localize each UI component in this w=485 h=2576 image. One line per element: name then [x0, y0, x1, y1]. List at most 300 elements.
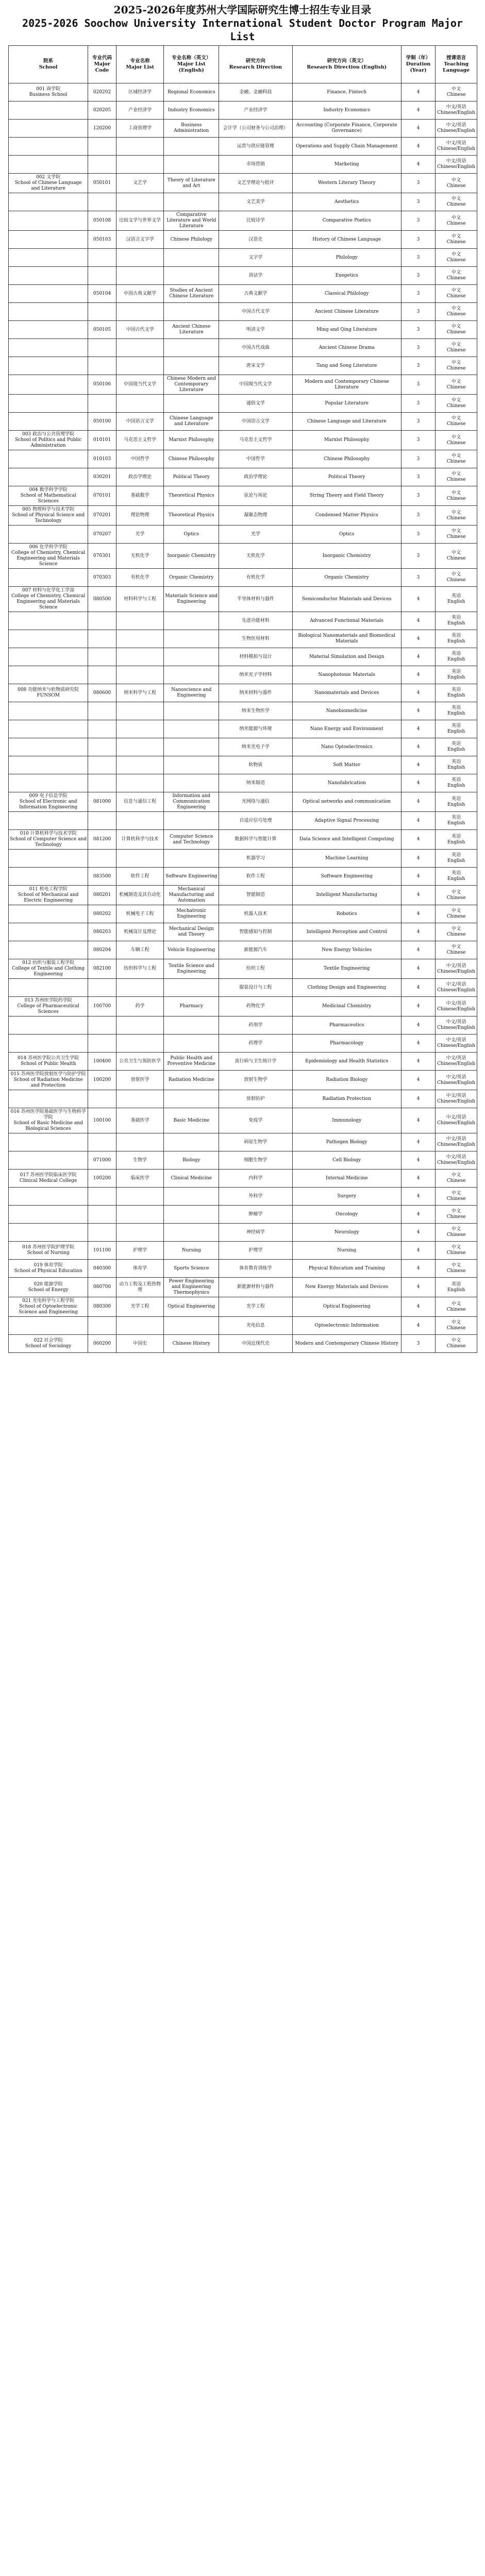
cell-code — [88, 395, 116, 413]
cell-major — [116, 357, 164, 375]
cell-major: 材料科学与工程 — [116, 587, 164, 612]
cell-school — [9, 812, 88, 830]
cell-code — [88, 850, 116, 868]
cell-school — [9, 1224, 88, 1242]
cell-major-en — [164, 612, 219, 630]
cell-duration: 4 — [401, 812, 435, 830]
cell-code: 070201 — [88, 506, 116, 526]
cell-direction: 机器学习 — [219, 850, 292, 868]
cell-language: 中文 Chinese — [436, 83, 477, 101]
cell-major — [116, 666, 164, 684]
cell-code — [88, 1090, 116, 1108]
cell-language: 中文 Chinese — [436, 357, 477, 375]
cell-code — [88, 666, 116, 684]
cell-code: 050104 — [88, 285, 116, 303]
cell-direction: 药物化学 — [219, 997, 292, 1016]
cell-major-en — [164, 1133, 219, 1151]
cell-direction-en: Optical networks and communication — [292, 792, 401, 812]
cell-school: 004 数学科学学院 School of Mathematical Sciences — [9, 486, 88, 506]
cell-duration: 4 — [401, 1260, 435, 1278]
cell-duration: 3 — [401, 357, 435, 375]
cell-major: 动力工程及工程热物理 — [116, 1278, 164, 1297]
cell-major-en — [164, 1090, 219, 1108]
cell-duration: 4 — [401, 1206, 435, 1224]
cell-major: 工商管理学 — [116, 120, 164, 138]
cell-school — [9, 666, 88, 684]
cell-language: 中文 Chinese — [436, 1170, 477, 1188]
cell-duration: 4 — [401, 830, 435, 850]
cell-school — [9, 941, 88, 959]
cell-major-en — [164, 702, 219, 720]
table-row — [9, 1260, 477, 1278]
cell-major-en: Political Theory — [164, 468, 219, 486]
table-row — [9, 231, 477, 249]
table-row — [9, 413, 477, 431]
cell-school: 017 苏州医学院临床医学院 Clinical Medical College — [9, 1170, 88, 1188]
cell-direction-en: Intelligent Perception and Control — [292, 923, 401, 941]
cell-school: 016 苏州医学院基础医学与生物科学学院 School of Basic Medicine and Biological Sciences — [9, 1108, 88, 1133]
cell-code — [88, 774, 116, 792]
table-row — [9, 450, 477, 468]
cell-duration: 3 — [401, 413, 435, 431]
cell-direction: 中国古代文学 — [219, 303, 292, 321]
cell-language: 中文 Chinese — [436, 375, 477, 395]
cell-direction: 训诂学 — [219, 267, 292, 285]
cell-direction: 先进功能材料 — [219, 612, 292, 630]
cell-major: 放射医学 — [116, 1071, 164, 1090]
cell-code — [88, 630, 116, 648]
cell-major: 信息与通信工程 — [116, 792, 164, 812]
cell-school: 005 物理科学与技术学院 School of Physical Science and Technology — [9, 506, 88, 526]
cell-direction-en: Industry Economics — [292, 101, 401, 120]
header-direction: 研究方向 Research Direction — [219, 46, 292, 83]
cell-code — [88, 249, 116, 267]
cell-major-en — [164, 156, 219, 174]
cell-language: 中文 Chinese — [436, 506, 477, 526]
table-row — [9, 1278, 477, 1297]
table-row — [9, 1108, 477, 1133]
cell-language: 中文 Chinese — [436, 249, 477, 267]
cell-direction-en: Nano Energy and Environment — [292, 720, 401, 738]
cell-duration: 4 — [401, 1317, 435, 1335]
table-row — [9, 83, 477, 101]
cell-direction: 智能制造 — [219, 886, 292, 905]
cell-code — [88, 193, 116, 211]
cell-language: 英语 English — [436, 774, 477, 792]
table-row — [9, 174, 477, 193]
cell-school: 002 文学院 School of Chinese Language and Literature — [9, 174, 88, 193]
cell-direction-en: Machine Learning — [292, 850, 401, 868]
cell-major: 文艺学 — [116, 174, 164, 193]
cell-major: 纺织科学与工程 — [116, 959, 164, 979]
cell-school — [9, 156, 88, 174]
cell-language: 中文 Chinese — [436, 395, 477, 413]
cell-language: 英语 English — [436, 830, 477, 850]
cell-language: 中文 Chinese — [436, 1206, 477, 1224]
cell-duration: 4 — [401, 997, 435, 1016]
cell-direction-en: Optical Engineering — [292, 1297, 401, 1317]
cell-direction: 纳米材料与器件 — [219, 684, 292, 702]
cell-direction-en: Chinese Language and Literature — [292, 413, 401, 431]
table-row — [9, 1242, 477, 1260]
cell-direction: 纳米制造 — [219, 774, 292, 792]
cell-direction-en: Software Engineering — [292, 868, 401, 886]
cell-code: 050103 — [88, 231, 116, 249]
cell-language: 中文/英语 Chinese/English — [436, 156, 477, 174]
cell-direction-en: Ancient Chinese Drama — [292, 339, 401, 357]
cell-duration: 3 — [401, 303, 435, 321]
cell-code: 080700 — [88, 1278, 116, 1297]
cell-major: 无机化学 — [116, 544, 164, 569]
cell-code: 080300 — [88, 1297, 116, 1317]
cell-language: 中文/英语 Chinese/English — [436, 101, 477, 120]
table-row — [9, 1133, 477, 1151]
cell-major-en: Software Engineering — [164, 868, 219, 886]
cell-school — [9, 138, 88, 156]
cell-major: 软件工程 — [116, 868, 164, 886]
cell-language: 中文 Chinese — [436, 321, 477, 339]
cell-direction: 中国哲学 — [219, 450, 292, 468]
cell-major-en: Chinese Philology — [164, 231, 219, 249]
cell-major-en — [164, 1206, 219, 1224]
cell-major-en: Organic Chemistry — [164, 569, 219, 587]
cell-major-en — [164, 193, 219, 211]
cell-school: 022 社会学院 School of Sociology — [9, 1335, 88, 1353]
table-body — [9, 83, 477, 1353]
cell-direction-en: Soft Matter — [292, 756, 401, 774]
cell-direction: 软件工程 — [219, 868, 292, 886]
table-row — [9, 666, 477, 684]
table-row — [9, 792, 477, 812]
cell-major — [116, 630, 164, 648]
cell-direction: 中国古代戏曲 — [219, 339, 292, 357]
cell-direction: 生物医用材料 — [219, 630, 292, 648]
cell-school: 008 功能纳米与软物质研究院 FUNSOM — [9, 684, 88, 702]
cell-major — [116, 979, 164, 997]
cell-major-en — [164, 756, 219, 774]
cell-direction: 明清文学 — [219, 321, 292, 339]
cell-direction-en: Robotics — [292, 905, 401, 923]
header-direction-en: 研究方向（英文） Research Direction (English) — [292, 46, 401, 83]
table-row — [9, 648, 477, 666]
cell-direction: 汉语史 — [219, 231, 292, 249]
cell-language: 中文 Chinese — [436, 193, 477, 211]
cell-language: 中文/英语 Chinese/English — [436, 1151, 477, 1170]
cell-direction-en: Nano Optoelectronics — [292, 738, 401, 756]
cell-major-en: Theoretical Physics — [164, 506, 219, 526]
cell-major: 基础数学 — [116, 486, 164, 506]
cell-direction: 肿瘤学 — [219, 1206, 292, 1224]
cell-duration: 4 — [401, 1133, 435, 1151]
cell-language: 英语 English — [436, 850, 477, 868]
cell-major-en: Sports Science — [164, 1260, 219, 1278]
table-row — [9, 357, 477, 375]
cell-code: 100200 — [88, 1071, 116, 1090]
table-row — [9, 395, 477, 413]
cell-school — [9, 720, 88, 738]
table-row — [9, 612, 477, 630]
cell-duration: 4 — [401, 648, 435, 666]
cell-direction-en: Biological Nanomaterials and Biomedical Materials — [292, 630, 401, 648]
cell-major — [116, 702, 164, 720]
cell-language: 中文 Chinese — [436, 285, 477, 303]
cell-direction: 文字学 — [219, 249, 292, 267]
cell-code: 082100 — [88, 959, 116, 979]
table-row — [9, 101, 477, 120]
cell-major — [116, 720, 164, 738]
table-row — [9, 526, 477, 544]
cell-language: 英语 English — [436, 684, 477, 702]
cell-language: 中文/英语 Chinese/English — [436, 120, 477, 138]
cell-major — [116, 1016, 164, 1035]
cell-duration: 3 — [401, 450, 435, 468]
cell-major-en: Industry Economics — [164, 101, 219, 120]
cell-major-en: Studies of Ancient Chinese Literature — [164, 285, 219, 303]
cell-direction: 材料模拟与设计 — [219, 648, 292, 666]
cell-language: 英语 English — [436, 1278, 477, 1297]
cell-major-en — [164, 648, 219, 666]
cell-school — [9, 321, 88, 339]
cell-code: 083500 — [88, 868, 116, 886]
cell-language: 中文/英语 Chinese/English — [436, 1108, 477, 1133]
cell-direction-en: Pharmacology — [292, 1035, 401, 1053]
cell-duration: 4 — [401, 702, 435, 720]
table-row — [9, 886, 477, 905]
cell-duration: 4 — [401, 83, 435, 101]
cell-language: 中文 Chinese — [436, 231, 477, 249]
cell-direction-en: Tang and Song Literature — [292, 357, 401, 375]
header-row — [9, 46, 477, 83]
cell-code: 081200 — [88, 830, 116, 850]
cell-direction-en: Classical Philology — [292, 285, 401, 303]
cell-major-en — [164, 1224, 219, 1242]
cell-language: 中文 Chinese — [436, 174, 477, 193]
cell-duration: 4 — [401, 868, 435, 886]
cell-school — [9, 923, 88, 941]
cell-school — [9, 905, 88, 923]
cell-direction-en: Surgery — [292, 1188, 401, 1206]
cell-major — [116, 738, 164, 756]
cell-major-en: Nursing — [164, 1242, 219, 1260]
cell-major-en — [164, 630, 219, 648]
cell-language: 中文 Chinese — [436, 1335, 477, 1353]
cell-major-en: Public Health and Preventive Medicine — [164, 1053, 219, 1071]
cell-direction: 流行病与卫生统计学 — [219, 1053, 292, 1071]
title-line-en-2: List — [230, 30, 255, 43]
cell-school — [9, 193, 88, 211]
cell-direction: 放射生物学 — [219, 1071, 292, 1090]
cell-major: 中国现当代文学 — [116, 375, 164, 395]
cell-direction-en: Modern and Contemporary Chinese Literature — [292, 375, 401, 395]
cell-code — [88, 812, 116, 830]
cell-duration: 3 — [401, 285, 435, 303]
cell-duration: 4 — [401, 1170, 435, 1188]
cell-language: 英语 English — [436, 666, 477, 684]
cell-duration: 4 — [401, 1035, 435, 1053]
table-row — [9, 587, 477, 612]
cell-language: 中文 Chinese — [436, 1188, 477, 1206]
table-row — [9, 193, 477, 211]
cell-language: 中文/英语 Chinese/English — [436, 1071, 477, 1090]
cell-direction-en: Marketing — [292, 156, 401, 174]
cell-school — [9, 868, 88, 886]
cell-major — [116, 193, 164, 211]
table-row — [9, 812, 477, 830]
cell-direction-en: Neurology — [292, 1224, 401, 1242]
cell-school — [9, 774, 88, 792]
cell-duration: 4 — [401, 1242, 435, 1260]
cell-major: 护理学 — [116, 1242, 164, 1260]
cell-direction-en: Internal Medicine — [292, 1170, 401, 1188]
cell-code: 050101 — [88, 174, 116, 193]
table-row — [9, 1090, 477, 1108]
cell-code — [88, 138, 116, 156]
cell-duration: 4 — [401, 1090, 435, 1108]
cell-language: 中文 Chinese — [436, 1260, 477, 1278]
table-row — [9, 249, 477, 267]
cell-major-en — [164, 339, 219, 357]
cell-direction: 纳米光电子学 — [219, 738, 292, 756]
cell-duration: 4 — [401, 941, 435, 959]
table-row — [9, 285, 477, 303]
cell-code — [88, 267, 116, 285]
cell-school: 019 体育学院 School of Physical Education — [9, 1260, 88, 1278]
cell-major-en — [164, 267, 219, 285]
cell-school — [9, 630, 88, 648]
cell-duration: 4 — [401, 1053, 435, 1071]
cell-direction: 病原生物学 — [219, 1133, 292, 1151]
cell-language: 中文/英语 Chinese/English — [436, 1016, 477, 1035]
table-row — [9, 1188, 477, 1206]
cell-school: 012 纺织与服装工程学院 College of Textile and Clothing Engineering — [9, 959, 88, 979]
cell-duration: 3 — [401, 375, 435, 395]
cell-direction: 纳米光子学材料 — [219, 666, 292, 684]
cell-school — [9, 357, 88, 375]
cell-duration: 4 — [401, 630, 435, 648]
cell-duration: 3 — [401, 174, 435, 193]
cell-code: 070301 — [88, 544, 116, 569]
table-row — [9, 738, 477, 756]
cell-language: 中文 Chinese — [436, 941, 477, 959]
cell-major-en — [164, 357, 219, 375]
table-row — [9, 684, 477, 702]
cell-major-en: Computer Science and Technology — [164, 830, 219, 850]
table-row — [9, 850, 477, 868]
table-row — [9, 1016, 477, 1035]
cell-code — [88, 357, 116, 375]
cell-direction: 古典文献学 — [219, 285, 292, 303]
cell-code: 101100 — [88, 1242, 116, 1260]
cell-school — [9, 267, 88, 285]
cell-school — [9, 1317, 88, 1335]
cell-code: 080201 — [88, 886, 116, 905]
cell-major: 区域经济学 — [116, 83, 164, 101]
cell-language: 英语 English — [436, 648, 477, 666]
cell-language: 中文/英语 Chinese/English — [436, 1035, 477, 1053]
cell-major: 中国哲学 — [116, 450, 164, 468]
table-row — [9, 486, 477, 506]
cell-major-en: Mechanical Manufacturing and Automation — [164, 886, 219, 905]
cell-major — [116, 303, 164, 321]
cell-duration: 3 — [401, 486, 435, 506]
cell-language: 中文 Chinese — [436, 1317, 477, 1335]
cell-direction-en: Immunology — [292, 1108, 401, 1133]
cell-direction: 数据科学与智能计算 — [219, 830, 292, 850]
cell-major-en: Ancient Chinese Literature — [164, 321, 219, 339]
cell-major-en — [164, 249, 219, 267]
cell-school — [9, 1206, 88, 1224]
cell-code: 120200 — [88, 120, 116, 138]
cell-major-en — [164, 1188, 219, 1206]
cell-duration: 3 — [401, 569, 435, 587]
header-duration: 学制（年） Duration (Year) — [401, 46, 435, 83]
cell-direction-en: Finance, Fintech — [292, 83, 401, 101]
cell-major-en: Biology — [164, 1151, 219, 1170]
cell-direction-en: Nanofabrication — [292, 774, 401, 792]
cell-major-en — [164, 1035, 219, 1053]
cell-direction-en: Nursing — [292, 1242, 401, 1260]
table-row — [9, 941, 477, 959]
header-language: 授课语言 Teaching Language — [436, 46, 477, 83]
cell-major-en: Chinese Language and Literature — [164, 413, 219, 431]
cell-major-en — [164, 850, 219, 868]
cell-duration: 3 — [401, 249, 435, 267]
cell-language: 中文 Chinese — [436, 1224, 477, 1242]
cell-major-en — [164, 720, 219, 738]
table-row — [9, 1335, 477, 1353]
cell-language: 中文/英语 Chinese/English — [436, 1133, 477, 1151]
cell-major-en: Mechanical Design and Theory — [164, 923, 219, 941]
cell-duration: 3 — [401, 431, 435, 450]
cell-direction: 外科学 — [219, 1188, 292, 1206]
cell-major — [116, 1224, 164, 1242]
cell-major-en: Information and Communication Engineering — [164, 792, 219, 812]
cell-duration: 4 — [401, 120, 435, 138]
cell-code — [88, 612, 116, 630]
cell-major-en: Materials Science and Engineering — [164, 587, 219, 612]
table-row — [9, 569, 477, 587]
cell-direction: 内科学 — [219, 1170, 292, 1188]
cell-school — [9, 101, 88, 120]
cell-duration: 4 — [401, 979, 435, 997]
cell-code — [88, 303, 116, 321]
cell-duration: 4 — [401, 774, 435, 792]
cell-code — [88, 702, 116, 720]
cell-school: 007 材料与化学化工学部 College of Chemistry, Chemical Engineering and Materials Science — [9, 587, 88, 612]
program-table — [8, 45, 477, 1353]
cell-code: 060200 — [88, 1335, 116, 1353]
cell-language: 英语 English — [436, 612, 477, 630]
cell-major: 临床医学 — [116, 1170, 164, 1188]
cell-code: 030201 — [88, 468, 116, 486]
cell-direction-en: Condensed Matter Physics — [292, 506, 401, 526]
table-row — [9, 211, 477, 231]
table-row — [9, 303, 477, 321]
cell-duration: 4 — [401, 886, 435, 905]
cell-code: 080204 — [88, 941, 116, 959]
table-row — [9, 720, 477, 738]
cell-major-en: Optical Engineering — [164, 1297, 219, 1317]
cell-major: 中国古代文学 — [116, 321, 164, 339]
cell-major: 产业经济学 — [116, 101, 164, 120]
cell-direction-en: Radiation Biology — [292, 1071, 401, 1090]
cell-school — [9, 450, 88, 468]
cell-direction-en: Cell Biology — [292, 1151, 401, 1170]
cell-duration: 4 — [401, 738, 435, 756]
cell-direction-en: Optoelectronic Information — [292, 1317, 401, 1335]
cell-major-en: Chinese History — [164, 1335, 219, 1353]
cell-code — [88, 648, 116, 666]
